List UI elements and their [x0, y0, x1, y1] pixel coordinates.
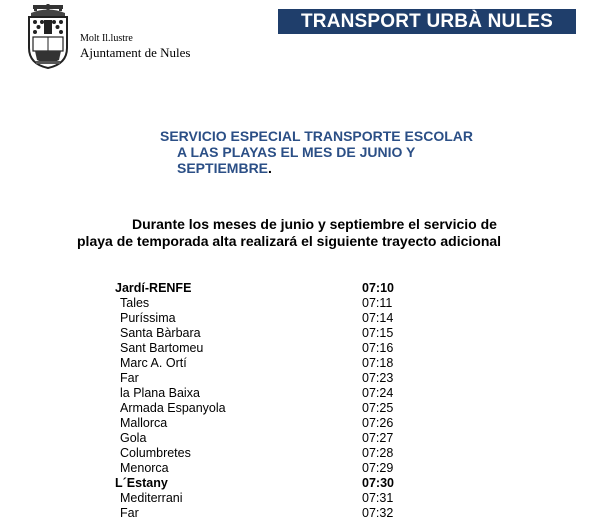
stop-name: Marc A. Ortí	[120, 356, 187, 370]
stop-time: 07:15	[362, 326, 394, 340]
stop-time: 07:11	[362, 296, 393, 310]
notice-line1: Durante los meses de junio y septiembre el servicio de	[132, 216, 497, 232]
stop-name: Armada Espanyola	[120, 401, 226, 415]
stop-name: Tales	[120, 296, 150, 310]
service-title-period: .	[268, 160, 272, 176]
schedule-row	[0, 491, 606, 506]
stop-name: Sant Bartomeu	[120, 341, 204, 355]
stop-time: 07:31	[362, 491, 394, 505]
stop-name: L´Estany	[115, 476, 168, 490]
schedule-row	[0, 446, 606, 461]
stop-time: 07:23	[362, 371, 394, 385]
transport-banner: TRANSPORT URBÀ NULES	[278, 9, 576, 34]
stop-name: Far	[120, 506, 139, 520]
stop-time: 07:14	[362, 311, 394, 325]
schedule-row	[0, 416, 606, 431]
schedule-table	[0, 281, 606, 521]
schedule-row	[0, 326, 606, 341]
stop-time: 07:27	[362, 431, 394, 445]
schedule-row	[0, 386, 606, 401]
notice-text	[0, 216, 606, 250]
schedule-row	[0, 461, 606, 476]
council-name	[80, 33, 190, 61]
service-title	[160, 128, 520, 176]
stop-time: 07:24	[362, 386, 394, 400]
notice-line2: playa de temporada alta realizará el siguiente trayecto adicional	[77, 233, 502, 249]
stop-time: 07:28	[362, 446, 394, 460]
stop-time: 07:26	[362, 416, 394, 430]
stop-name: Mediterrani	[120, 491, 183, 505]
schedule-row	[0, 371, 606, 386]
stop-time: 07:16	[362, 341, 394, 355]
council-name-line2: Ajuntament de Nules	[80, 45, 191, 60]
service-title-line3	[160, 160, 520, 176]
municipal-crest-icon	[24, 4, 72, 70]
schedule-row	[0, 401, 606, 416]
stop-time: 07:10	[362, 281, 394, 295]
stop-name: Mallorca	[120, 416, 168, 430]
service-title-line3-text: SEPTIEMBRE	[177, 160, 269, 176]
stop-name: la Plana Baixa	[120, 386, 200, 400]
stop-time: 07:29	[362, 461, 394, 475]
schedule-row	[0, 476, 606, 491]
schedule-row	[0, 506, 606, 521]
service-title-line2: A LAS PLAYAS EL MES DE JUNIO Y	[177, 144, 416, 160]
stop-time: 07:30	[362, 476, 394, 490]
stop-time: 07:32	[362, 506, 394, 520]
stop-name: Gola	[120, 431, 147, 445]
service-title-line1: SERVICIO ESPECIAL TRANSPORTE ESCOLAR	[160, 128, 473, 144]
council-name-line1: Molt Il.lustre	[80, 33, 133, 44]
stop-time: 07:18	[362, 356, 394, 370]
stop-name: Menorca	[120, 461, 169, 475]
stop-name: Far	[120, 371, 139, 385]
stop-name: Columbretes	[120, 446, 191, 460]
stop-name: Jardí-RENFE	[115, 281, 192, 295]
schedule-row	[0, 341, 606, 356]
schedule-row	[0, 311, 606, 326]
schedule-row	[0, 431, 606, 446]
stop-time: 07:25	[362, 401, 394, 415]
schedule-row	[0, 356, 606, 371]
schedule-row	[0, 281, 606, 296]
stop-name: Puríssima	[120, 311, 176, 325]
stop-name: Santa Bàrbara	[120, 326, 201, 340]
schedule-row	[0, 296, 606, 311]
